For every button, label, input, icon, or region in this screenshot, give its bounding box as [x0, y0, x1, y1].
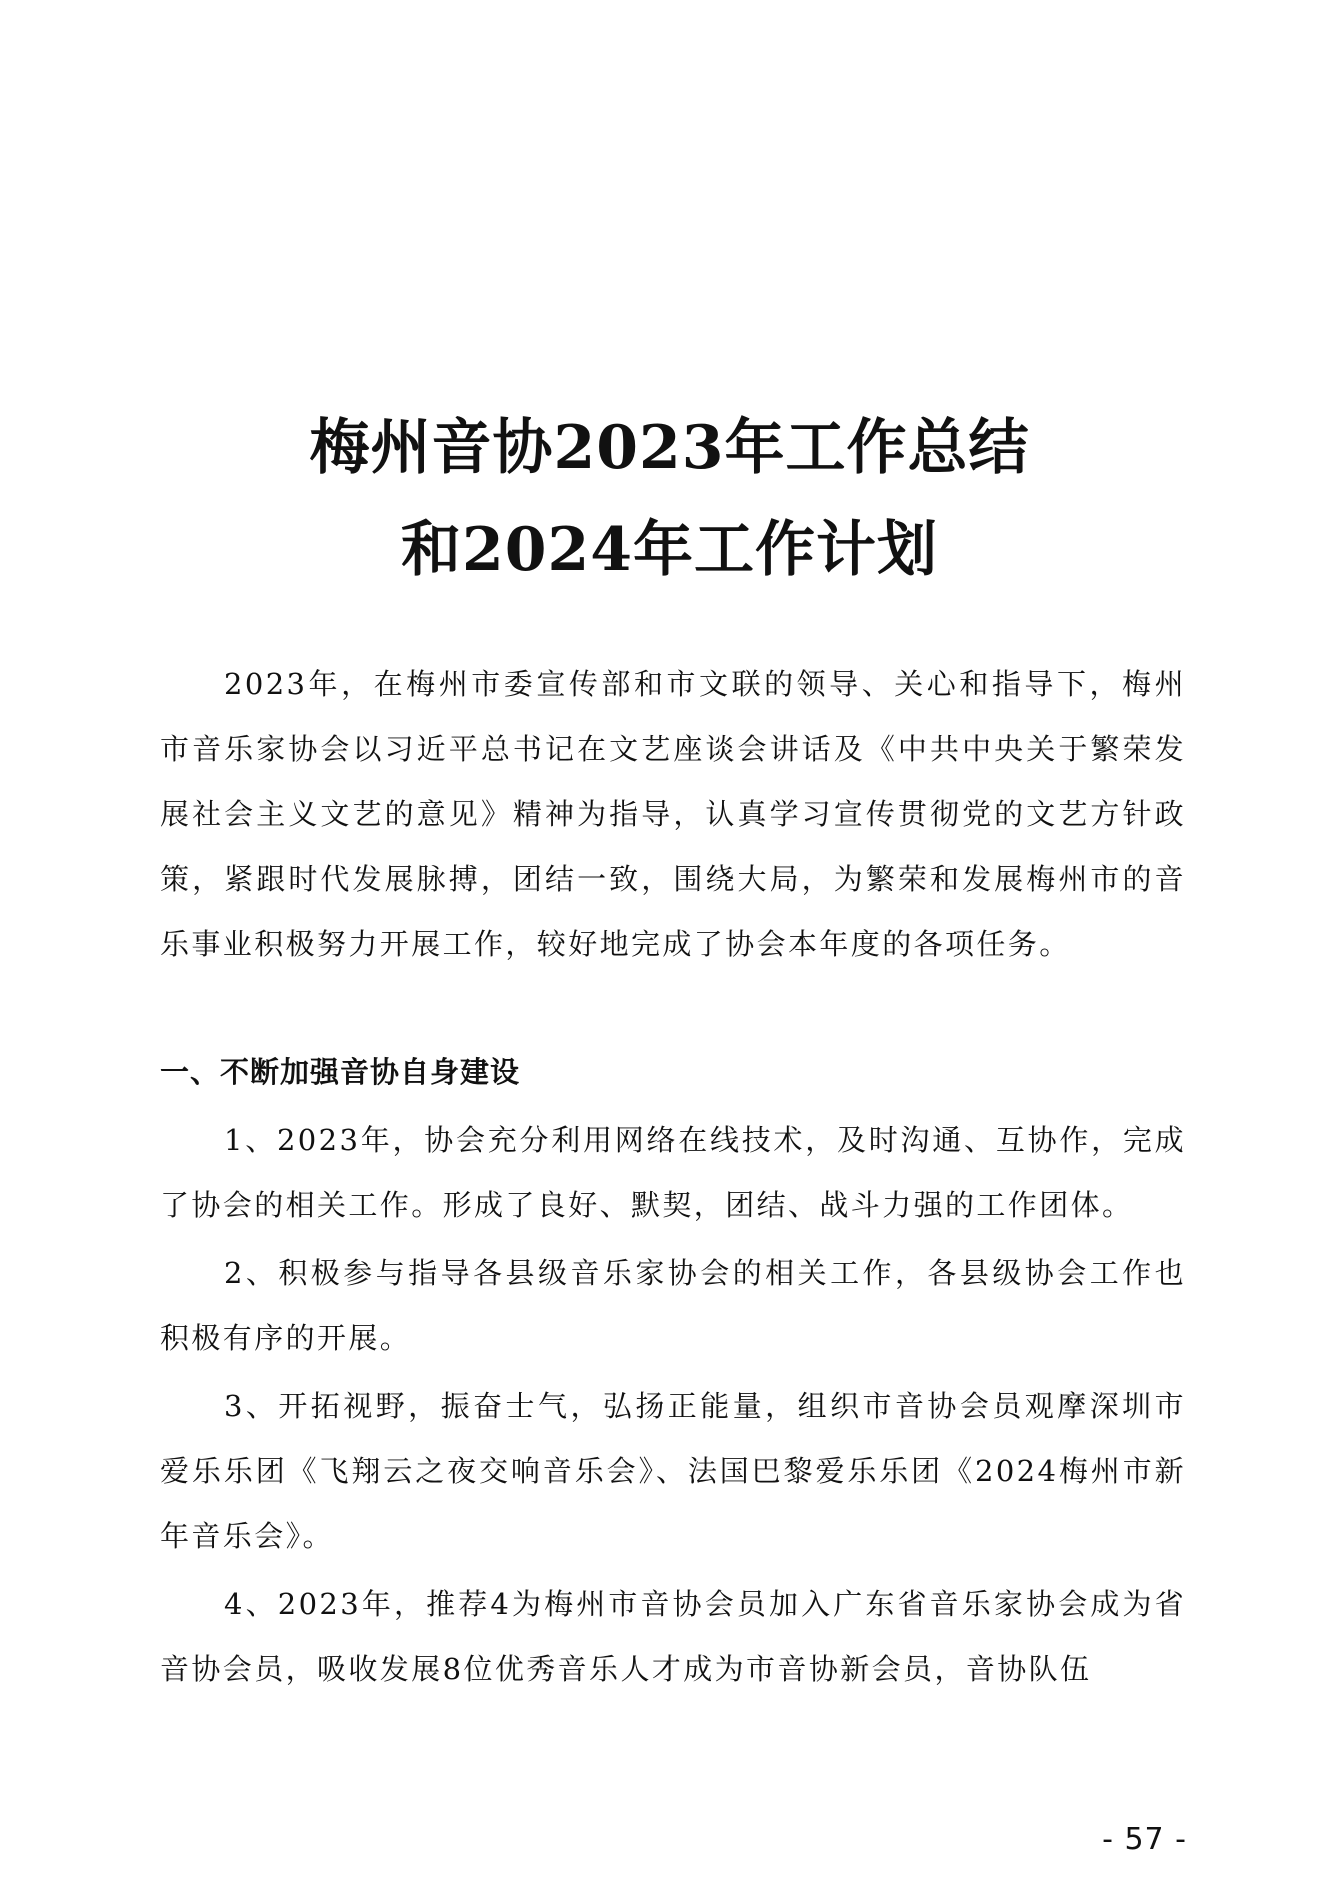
intro-paragraph: 2023年，在梅州市委宣传部和市文联的领导、关心和指导下，梅州市音乐家协会以习近平总书记在文艺座谈会讲话及《中共中央关于繁荣发展社会主义文艺的意见》精神为指导，认真学习宣传贯彻党的文艺方针政策，紧跟时代发展脉搏，团结一致，围绕大局，为繁荣和发展梅州市的音乐事业积极努力开展工作，较好地完成了协会本年度的各项任务。	[160, 667, 1186, 961]
intro-block	[160, 652, 1186, 977]
section-items	[160, 1108, 1186, 1705]
section-item-3: 3、开拓视野，振奋士气，弘扬正能量，组织市音协会员观摩深圳市爱乐乐团《飞翔云之夜交响音乐会》、法国巴黎爱乐乐团《2024梅州市新年音乐会》。	[160, 1389, 1186, 1553]
section-heading: 一、不断加强音协自身建设	[160, 1055, 521, 1089]
document-title-line-2: 和2024年工作计划	[401, 515, 938, 585]
page-number: - 57 -	[1102, 1822, 1187, 1857]
section-item-4: 4、2023年，推荐4为梅州市音协会员加入广东省音乐家协会成为省音协会员，吸收发展8位优秀音乐人才成为市音协新会员，音协队伍	[160, 1587, 1186, 1686]
section-item-2: 2、积极参与指导各县级音乐家协会的相关工作，各县级协会工作也积极有序的开展。	[160, 1256, 1186, 1355]
section-item-1: 1、2023年，协会充分利用网络在线技术，及时沟通、互协作，完成了协会的相关工作。形成了良好、默契，团结、战斗力强的工作团体。	[160, 1123, 1186, 1222]
document-title-line-1: 梅州音协2023年工作总结	[309, 413, 1030, 483]
